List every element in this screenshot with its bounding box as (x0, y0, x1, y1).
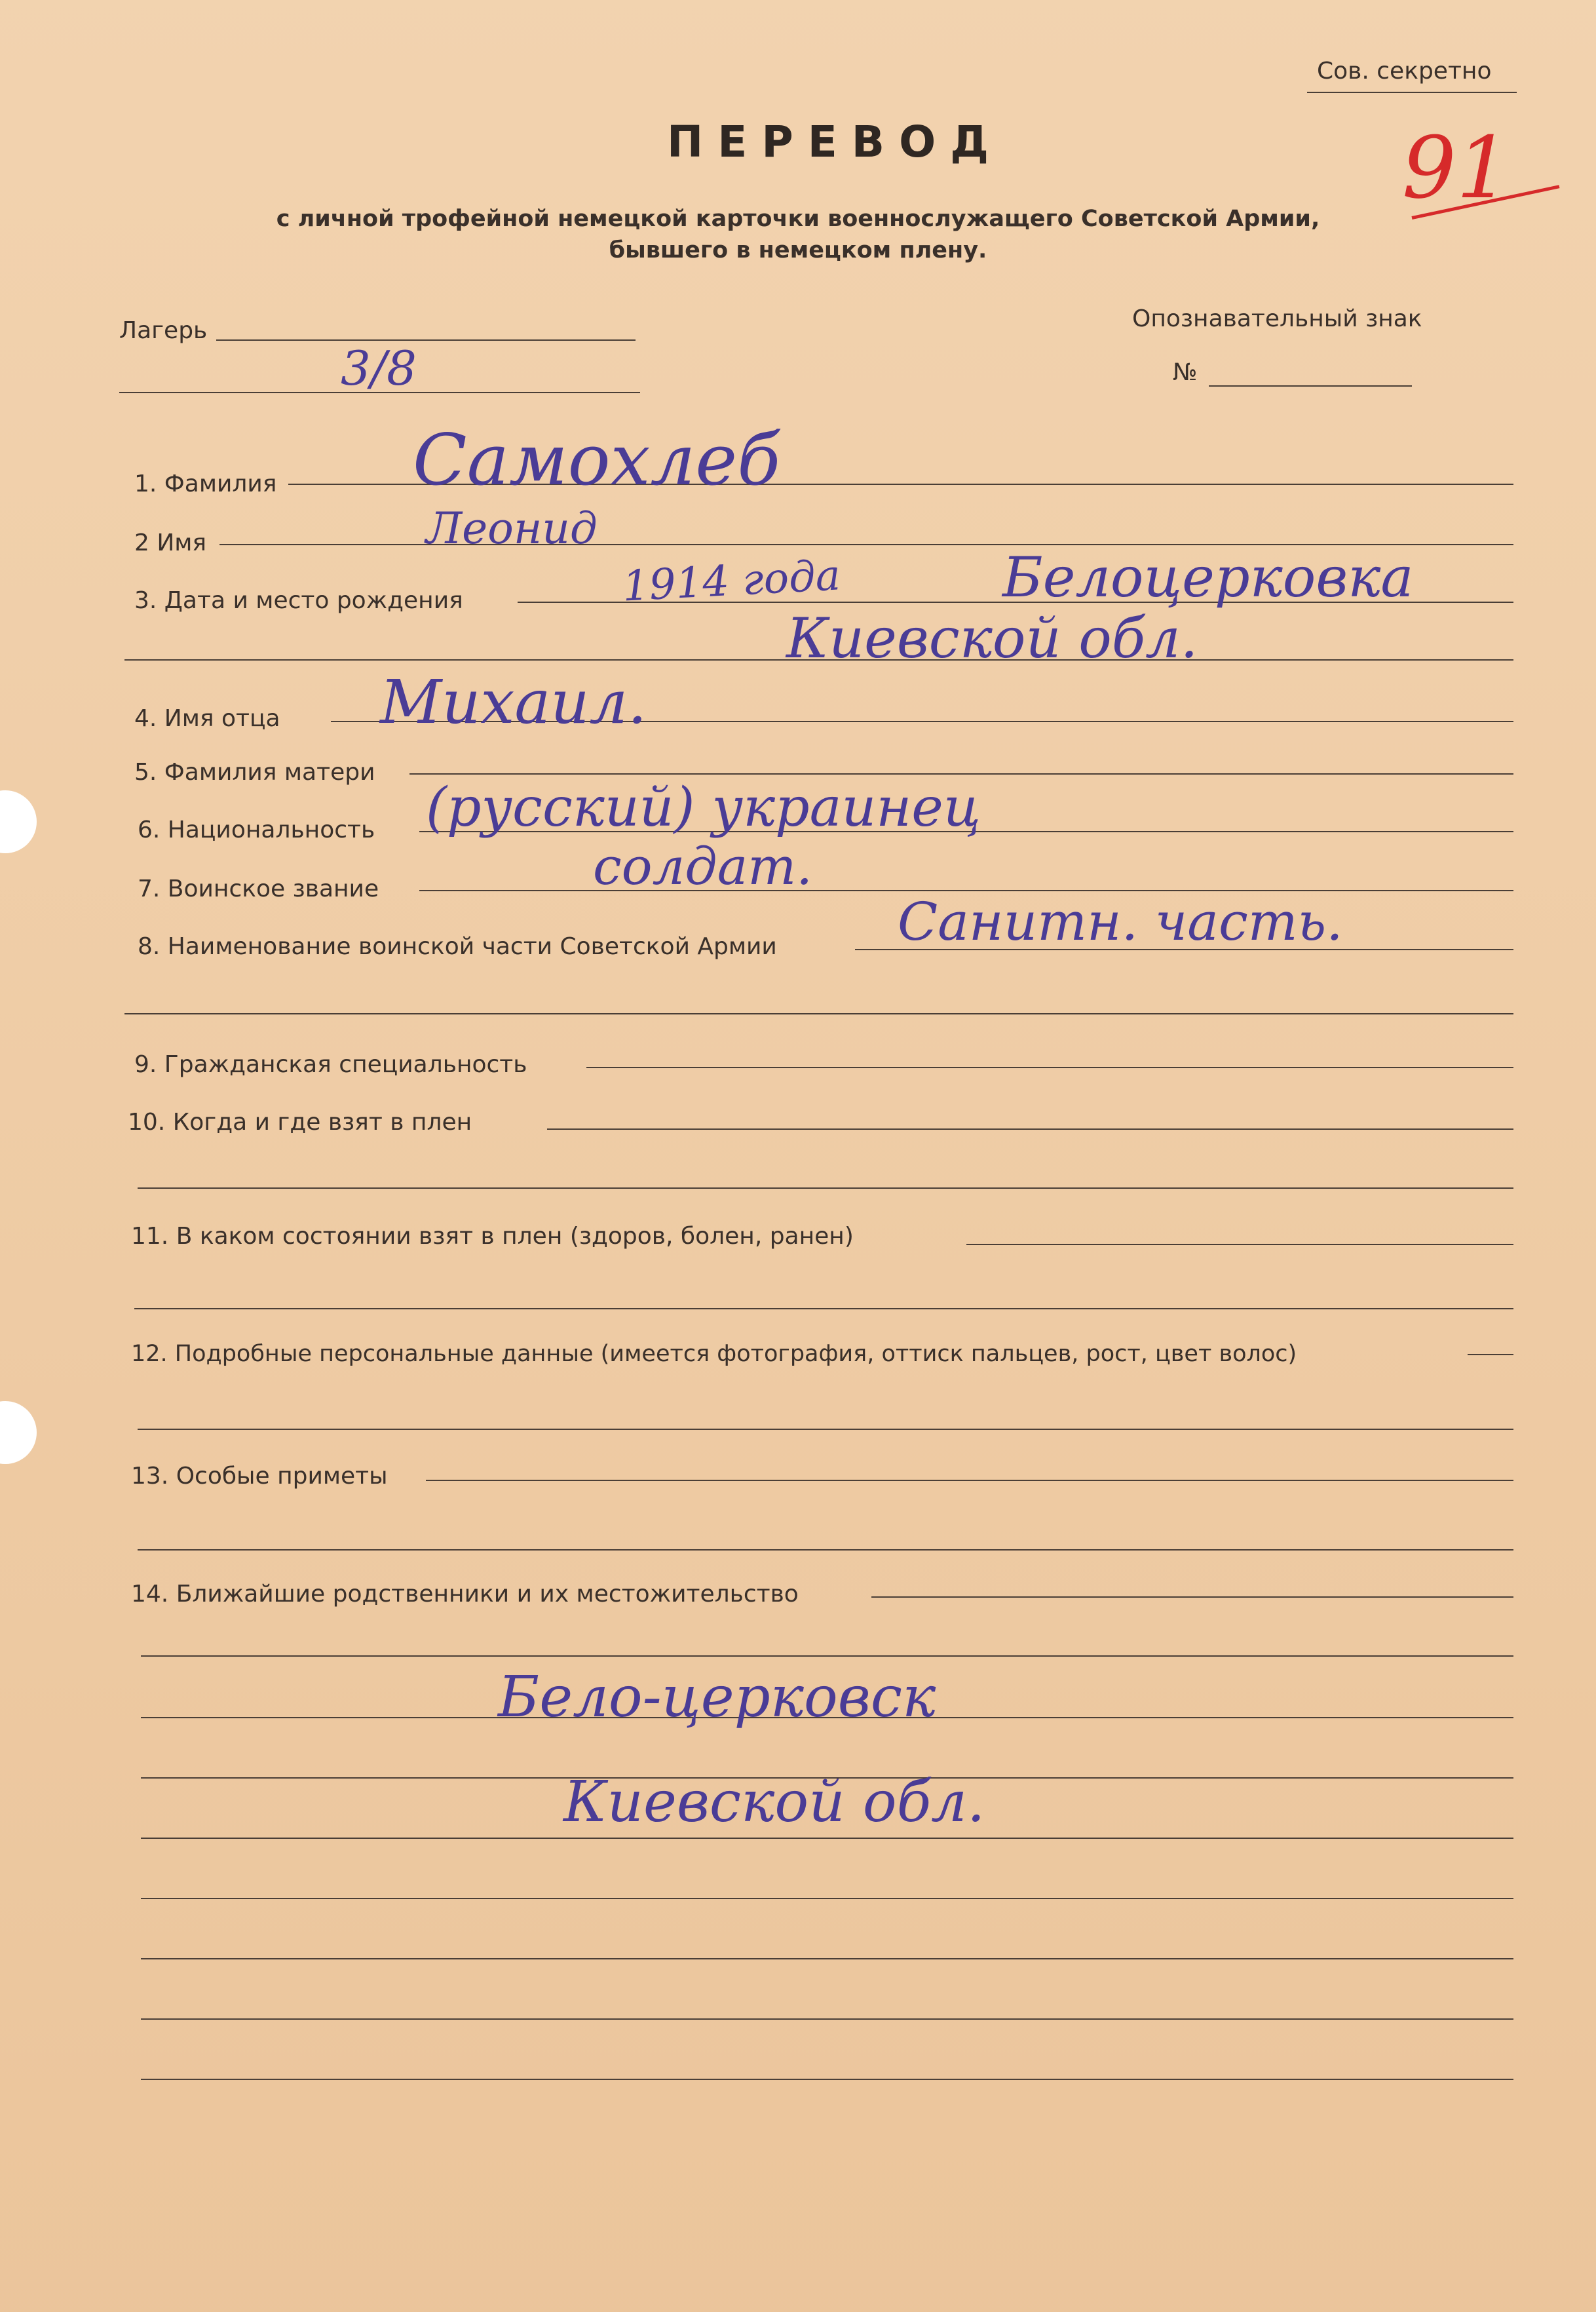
nationality-label: 6. Национальность (138, 817, 375, 843)
page-number: 91 (1402, 118, 1511, 218)
binder-hole-top (0, 790, 37, 853)
relatives-label: 14. Ближайшие родственники и их местожительство (131, 1581, 799, 1608)
surname-label: 1. Фамилия (134, 471, 277, 497)
birth-region-value: Киевской обл. (786, 606, 1198, 670)
mother-surname-label: 5. Фамилия матери (134, 759, 375, 786)
special-marks-label: 13. Особые приметы (131, 1463, 388, 1490)
special-marks-line-1 (426, 1480, 1513, 1481)
condition-line-1 (966, 1244, 1513, 1245)
camp-value: 3/8 (341, 341, 417, 396)
stamp-underline (1307, 92, 1517, 93)
condition-label: 11. В каком состоянии взят в плен (здоров, болен, ранен) (131, 1223, 854, 1250)
relatives-line-6 (141, 1898, 1513, 1899)
relatives-line-8 (141, 2018, 1513, 2020)
unit-line-2 (124, 1013, 1513, 1014)
binder-hole-bottom (0, 1401, 37, 1464)
first-name-value: Леонид (426, 503, 598, 554)
first-name-label: 2 Имя (134, 530, 207, 556)
birth-label: 3. Дата и место рождения (134, 587, 463, 614)
id-tag-label: Опознавательный знак (1132, 305, 1422, 332)
unit-value: Санитн. часть. (898, 891, 1343, 952)
birth-date-value: 1914 года (621, 551, 842, 611)
camp-line-1 (216, 339, 636, 341)
camp-label: Лагерь (119, 317, 208, 344)
mother-surname-line (409, 773, 1513, 775)
relatives-line-5 (141, 1838, 1513, 1839)
personal-data-line-1 (1468, 1354, 1513, 1355)
special-marks-line-2 (138, 1549, 1513, 1551)
capture-line-1 (547, 1128, 1513, 1130)
secrecy-stamp: Сов. секретно (1317, 58, 1492, 85)
unit-label: 8. Наименование воинской части Советской Армии (138, 933, 777, 960)
capture-label: 10. Когда и где взят в плен (128, 1109, 472, 1136)
number-label: № (1173, 359, 1198, 386)
document-title: ПЕРЕВОД (667, 117, 1003, 167)
capture-line-2 (138, 1187, 1513, 1189)
personal-data-label: 12. Подробные персональные данные (имеется фотография, оттиск пальцев, рост, цвет волос) (131, 1341, 1297, 1367)
rank-label: 7. Воинское звание (138, 876, 379, 902)
condition-line-2 (134, 1308, 1513, 1309)
relatives-line-9 (141, 2079, 1513, 2080)
personal-data-line-2 (138, 1429, 1513, 1430)
father-name-value: Михаил. (380, 667, 647, 737)
civil-specialty-line (586, 1067, 1513, 1068)
subtitle-line-1: с личной трофейной немецкой карточки военнослужащего Советской Армии, (276, 206, 1320, 232)
surname-value: Самохлеб (413, 419, 781, 501)
civil-specialty-label: 9. Гражданская специальность (134, 1051, 527, 1078)
id-number-line (1209, 385, 1412, 387)
birth-place-value: Белоцерковка (1002, 545, 1414, 609)
relatives-region-value: Киевской обл. (563, 1769, 985, 1835)
nationality-value: (русский) украинец (426, 777, 981, 839)
father-name-label: 4. Имя отца (134, 705, 280, 732)
rank-value: солдат. (593, 838, 813, 896)
relatives-place-value: Бело-церковск (498, 1665, 936, 1730)
relatives-line-1 (871, 1596, 1513, 1598)
relatives-line-7 (141, 1958, 1513, 1959)
relatives-line-2 (141, 1655, 1513, 1657)
subtitle-line-2: бывшего в немецком плену. (609, 237, 987, 263)
